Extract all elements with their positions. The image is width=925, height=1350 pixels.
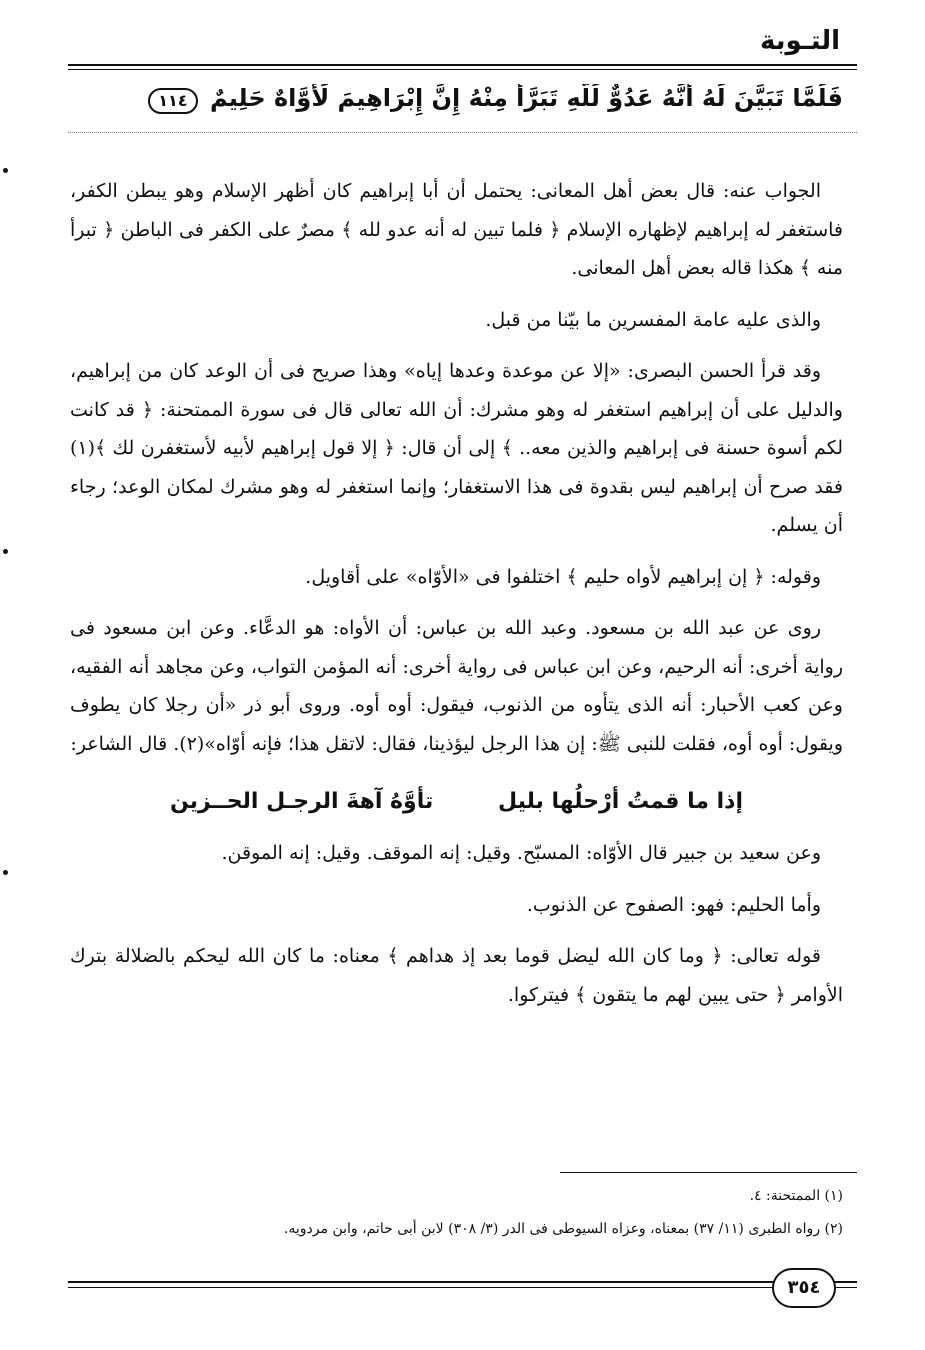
scan-margin-dot [3, 168, 8, 173]
paragraph-awwah-intro: وقوله: ﴿ إن إبراهيم لأواه حليم ﴾ اختلفوا فى «الأوّاه» على أقاويل. [305, 565, 821, 588]
header-rule-bottom [68, 69, 857, 70]
footer-rule-bottom [68, 1287, 857, 1288]
poem-hemistich-second: تأوَّهُ آهةَ الرجـل الحــزين [170, 789, 434, 814]
footnote-2: (٢) رواه الطبرى (١١/ ٣٧) بمعناه، وعزاه السيوطى فى الدر (٣/ ٣٠٨) لابن أبى حاتم، وابن مردويه. [283, 1221, 843, 1237]
footer-rule-top [68, 1281, 857, 1283]
running-title: التـوبة [759, 26, 840, 56]
header-rule-top [68, 64, 857, 66]
paragraph-narrations: روى عن عبد الله بن مسعود. وعبد الله بن عباس: أن الأواه: هو الدعَّاء. وعن ابن مسعود فى رواية أخرى: أنه الرحيم، وعن ابن عباس فى رواية أخرى: أنه المؤمن التواب، وعن مجاهد أنه الفقيه، وعن كعب الأحبار: أنه الذى يتأوه من الذنوب، فيقول: أوه أوه. وروى أبو ذر «أن رجلا كان يطوف ويقول: أوه أوه، فقلت للنبى ﷺ: إن هذا الرجل ليؤذينا، فقال: لاتقل هذا؛ فإنه أوّاه»(٢). قال الشاعر: [70, 617, 843, 755]
commentary-body [70, 172, 843, 1027]
scan-margin-dot [3, 870, 8, 875]
footnote-1: (١) الممتحنة: ٤. [749, 1188, 843, 1204]
paragraph-said-ibn-jubayr: وعن سعيد بن جبير قال الأوّاه: المسبّح. وقيل: إنه الموقف. وقيل: إنه الموقن. [221, 842, 821, 864]
paragraph-majority-view: والذى عليه عامة المفسرين ما بيّنا من قبل. [485, 308, 821, 331]
scan-margin-dot [3, 549, 8, 554]
paragraph-answer: الجواب عنه: قال بعض أهل المعانى: يحتمل أن أبا إبراهيم كان أظهر الإسلام وهو يبطن الكفر، فاستغفر له إبراهيم لإظهاره الإسلام ﴿ فلما تبين له أنه عدو لله ﴾ مصرٌ على الكفر فى الباطن ﴿ تبرأ منه ﴾ هكذا قاله بعض أهل المعانى. [70, 180, 843, 279]
poem-hemistich-first: إذا ما قمتُ أرْحلُها بليل [497, 789, 743, 814]
verse-number-marker: ١١٤ [148, 88, 197, 114]
quran-verse-heading [70, 84, 843, 124]
paragraph-hasan-reading: وقد قرأ الحسن البصرى: «إلا عن موعدة وعدها إياه» وهذا صريح فى أن الوعد كان من إبراهيم، والدليل على أن إبراهيم استغفر له وهو مشرك: أن الله تعالى قال فى سورة الممتحنة: ﴿ قد كانت لكم أسوة حسنة فى إبراهيم والذين معه.. ﴾ إلى أن قال: ﴿ إلا قول إبراهيم لأبيه لأستغفرن لك ﴾(١) فقد صرح أن إبراهيم ليس بقدوة فى هذا الاستغفار؛ وإنما استغفر له وهو مشرك لمكان الوعد؛ رجاء أن يسلم. [70, 360, 843, 536]
paragraph-halim: وأما الحليم: فهو: الصفوح عن الذنوب. [526, 893, 821, 916]
footnote-separator [560, 1172, 857, 1173]
verse-separator [68, 132, 857, 133]
page-number: ٣٥٤ [772, 1268, 836, 1308]
footnotes [70, 1180, 843, 1246]
paragraph-next-verse: قوله تعالى: ﴿ وما كان الله ليضل قوما بعد إذ هداهم ﴾ معناه: ما كان الله ليحكم بالضلالة بترك الأوامر ﴿ حتى يبين لهم ما يتقون ﴾ فيتركوا. [70, 945, 843, 1006]
poem-verse [70, 776, 843, 834]
verse-text: فَلَمَّا تَبَيَّنَ لَهُ أَنَّهُ عَدُوٌّ لِّلَّهِ تَبَرَّأَ مِنْهُ إِنَّ إِبْرَاهِيمَ لَأَوَّاهٌ حَلِيمٌ [209, 84, 843, 112]
